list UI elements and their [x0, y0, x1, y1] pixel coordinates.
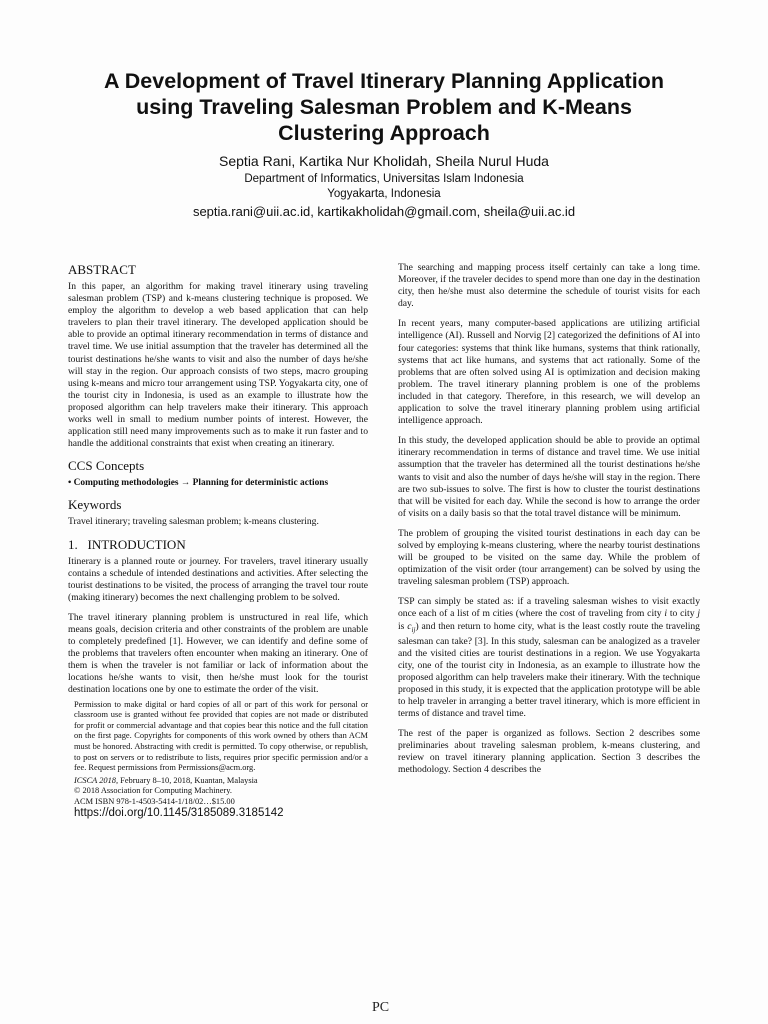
abstract-text: In this paper, an algorithm for making travel itinerary using traveling salesman problem (TSP) and k-means clustering technique is proposed. We employ the algorithm to develop a web based application that can help travelers to plan their travel itinerary. The developed application should be able to provide an optimal itinerary recommendation in terms of distance and travel time. We use initial assumption that the traveler has determined all the tourist destinations he/she wants to visit and also the number of days he/she will stay in the region. Our approach consists of two steps, macro grouping using k-means and micro tour arrangement using TSP. Yogyakarta city, one of the tourist city in Indonesia, is used as an example to illustrate how the proposed algorithm can help travelers make their itinerary. This approach works well in small to medium number points of interest. However, the application still need many improvements such as to make it run faster and to handle the additional constraints that exist when creating an itinerary. — [68, 281, 368, 450]
p5-var-j: j — [697, 608, 700, 620]
keywords-text: Travel itinerary; traveling salesman problem; k-means clustering. — [68, 516, 319, 528]
right-paragraph-3: In this study, the developed application should be able to provide an optimal itinerary recommendation in terms of distance and travel time. We use initial assumption that the traveler has determined all the tourist destinations he/she wants to visit and also the number of days he/she will stay in the region. There are two sub-issues to solve. The first is how to cluster the tourist destinations that will be visited for each day. While the second is how to arrange the order of visits on a daily basis so that the total travel distance will be minimum. — [398, 435, 700, 519]
intro-paragraph-1: Itinerary is a planned route or journey. For travelers, travel itinerary usually contains a schedule of intended destinations and activities. After selecting the tourist destinations to be visited, the process of arranging the travel tour route (making itinerary) becomes the next challenging problem to be solved. — [68, 555, 368, 603]
location: Yogyakarta, Indonesia — [327, 188, 441, 200]
right-paragraph-1: The searching and mapping process itself certainly can take a long time. Moreover, if the traveler decides to spend more than one day in the destination city, then he/she must also determine the schedule of tourist visits for each day. — [398, 262, 700, 310]
title-line-3: Clustering Approach — [278, 121, 490, 145]
right-column — [398, 262, 700, 785]
page-footer-mark: PC — [372, 1000, 390, 1015]
p5-part-c: is — [398, 620, 408, 632]
permission-block — [68, 700, 368, 820]
ccs-concepts: • Computing methodologies → Planning for deterministic actions — [68, 478, 329, 489]
affiliation: Department of Informatics, Universitas Islam Indonesia — [244, 173, 524, 185]
title-line-1: A Development of Travel Itinerary Planning Application — [104, 69, 664, 93]
right-paragraph-2: In recent years, many computer-based applications are utilizing artificial intelligence (AI). Russell and Norvig [2] categorized the definitions of AI into four categories: systems that think like humans, systems that think rationally, systems that act like humans, and systems that act rationally. Some of the problems that are often solved using AI is optimization and decision making problem. The travel itinerary planning problem is one of the problems included in that category. Therefore, in this research, we will develop an application to solve the travel itinerary planning problem using artificial intelligence approach. — [398, 318, 700, 427]
right-paragraph-4: The problem of grouping the visited tourist destinations in each day can be solved by employing k-means clustering, where the nearby tourist destinations will be grouped to be visited on the same day. While the problem of optimization of the visit order (tour arrangement) can be solved by using the traveling salesman problem (TSP) approach. — [398, 527, 700, 588]
p5-part-a: TSP can simply be stated as: if a traveling salesman wishes to visit exactly once each of a list of m cities (where the cost of traveling from city — [398, 596, 700, 620]
p5-var-i: i — [664, 608, 668, 620]
title-line-2: using Traveling Salesman Problem and K-Means — [136, 95, 632, 119]
publication-info — [68, 776, 368, 808]
p5-part-d: ) and then return to home city, what is the least costly route the traveling salesman can take? [3]. In this study, salesman can be analogized as a traveler and the visited cities are tourist destinations in a region. We use Yogyakarta city, one of the tourist city in Indonesia, as an example to illustrate how the proposed algorithm can help travelers make their itinerary. With the technique proposed in this study, it is expected that the application prototype will be able to help traveler in arranging a better travel itinerary, which is more efficient in terms of distance and travel time. — [398, 620, 700, 720]
keywords-heading: Keywords — [68, 497, 122, 513]
copyright-line: © 2018 Association for Computing Machinery. — [74, 786, 232, 796]
isbn-line: ACM ISBN 978-1-4503-5414-1/18/02…$15.00 — [74, 796, 235, 806]
authors: Septia Rani, Kartika Nur Kholidah, Sheila Nurul Huda — [219, 153, 549, 169]
doi-link[interactable]: https://doi.org/10.1145/3185089.3185142 — [74, 807, 284, 820]
p5-part-b: to city — [667, 608, 698, 620]
right-paragraph-5 — [398, 596, 700, 720]
p5-var-c: c — [407, 620, 412, 632]
p5-var-sub: ij — [411, 625, 416, 634]
author-emails: septia.rani@uii.ac.id, kartikakholidah@gmail.com, sheila@uii.ac.id — [192, 204, 576, 219]
intro-paragraph-2: The travel itinerary planning problem is unstructured in real life, which means goals, decision criteria and other constraints of the problem are unable to completely predefined [1]. However, we can identify and define some of the problems that travelers often encounter when making an itinerary. One of them is when the traveler is not familiar or lack of information about the locations he/she wants to visit, then he/she must look for the tourist destination locations one by one to estimate the order of the visit. — [68, 611, 368, 696]
right-paragraph-6: The rest of the paper is organized as follows. Section 2 describes some preliminaries about traveling salesman problem, k-means clustering, and review on travel itinerary planning application. Section 3 describes the methodology. Section 4 describes the — [398, 728, 700, 776]
affiliation-block — [40, 172, 728, 202]
conference-name: ICSCA 2018, — [74, 775, 119, 785]
left-column — [68, 262, 368, 819]
permission-text: Permission to make digital or hard copies of all or part of this work for personal or classroom use is granted without fee provided that copies are not made or distributed for profit or commercial advantage and that copies bear this notice and the full citation on the first page. Copyrights for components of this work owned by others than ACM must be honored. Abstracting with credit is permitted. To copy otherwise, or republish, to post on servers or to redistribute to lists, requires prior specific permission and/or a fee. Request permissions from Permissions@acm.org. — [74, 699, 368, 773]
conference-line — [74, 776, 368, 787]
paper-title — [40, 68, 728, 146]
introduction-heading: 1. INTRODUCTION — [68, 536, 186, 552]
conference-dates: February 8–10, 2018, Kuantan, Malaysia — [118, 775, 258, 785]
ccs-heading: CCS Concepts — [68, 458, 145, 474]
abstract-heading: ABSTRACT — [68, 262, 136, 277]
